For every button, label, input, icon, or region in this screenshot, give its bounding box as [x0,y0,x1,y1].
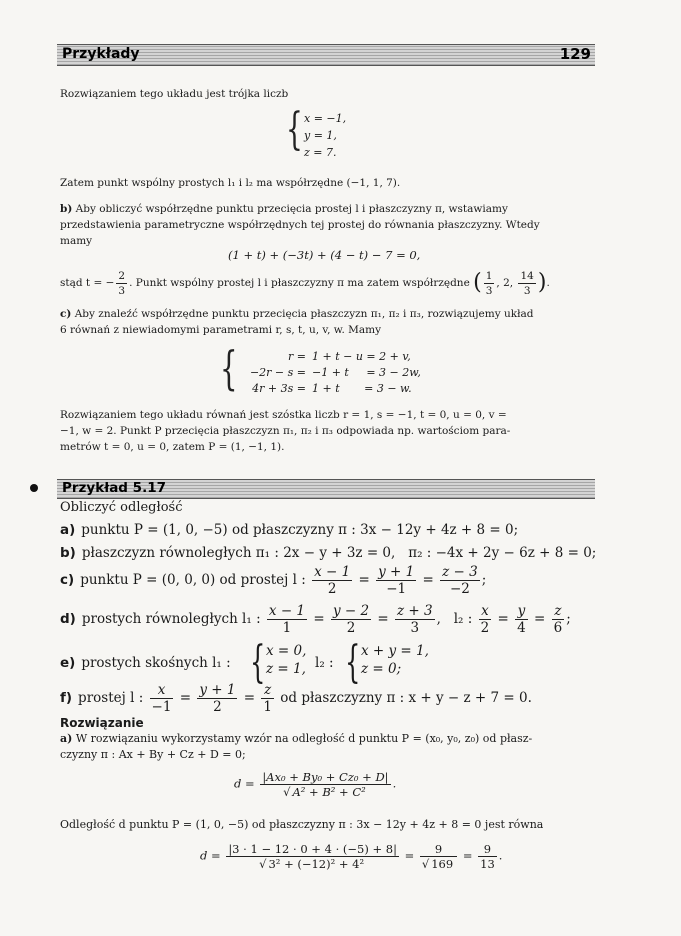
system-lhs: 4r + 3s = [252,382,306,395]
text: = [404,848,415,863]
part-b-line-2: przedstawienia parametryczne współrzędnych tej prostej do równania płaszczyzny. Wtedy [60,219,540,231]
fraction: $\frac{y + 1}{-1}$ [378,564,415,597]
task-item-f: f) prostej l : $\frac{x}{-1}$ = $\frac{y + 1}{2}$ = $\frac{z}{1}$ od płaszczyzny π : x + y − z + 7 = 0. [60,682,532,715]
solution-heading [60,715,144,731]
part-c-solution-1: Rozwiązaniem tego układu równań jest szóstka liczb r = 1, s = −1, t = 0, u = 0, v = [60,409,507,421]
part-label: c) [60,308,72,320]
fraction: $\frac{2}{3}$ [118,269,126,297]
part-c-solution-3: metrów t = 0, u = 0, zatem P = (1, −1, 1). [60,441,285,453]
item-label: b) [60,545,76,561]
system-lhs: −2r − s = [249,366,306,379]
fraction: $\frac{z}{1}$ [263,682,272,715]
part-b-line-1 [60,201,508,217]
text: d = [200,848,221,863]
item-text: płaszczyzn równoległych π₁ : 2x − y + 3z = 0, π₂ : −4x + 2y − 6z + 8 = 0; [81,545,597,561]
example-title: Przykład 5.17 [62,480,166,496]
fraction: $\frac{y - 2}{2}$ [332,603,370,636]
solution-a-line-2: czyzny π : Ax + By + Cz + D = 0; [60,748,246,761]
solution-a-line-1 [60,731,532,747]
fraction: $\frac{z + 3}{3}$ [396,603,433,636]
system-rhs: 1 + t − u = 2 + v, [312,350,411,363]
fraction: $\frac{x}{2}$ [480,603,490,636]
system-row: z = 1, [266,661,306,677]
item-text: prostych skośnych l₁ : [81,655,231,671]
distance-statement: Odległość d punktu P = (1, 0, −5) od płaszczyzny π : 3x − 12y + 4z + 8 = 0 jest równa [60,818,544,831]
left-brace: { [250,637,266,688]
fraction: $\frac{|3 \cdot 1 - 12 \cdot 0 + 4 \cdot (-5) + 8|}{\text{√ 3² + (−12)² + 4²}}$ [228,842,397,871]
fraction: $\frac{\text{|Ax₀ + By₀ + Cz₀ + D|}}{\text{√ A² + B² + C²}}$ [262,770,389,799]
item-text: od płaszczyzny π : x + y − z + 7 = 0. [280,690,532,706]
intro-text: Rozwiązaniem tego układu jest trójka liczb [60,88,289,100]
fraction: $\frac{y + 1}{2}$ [199,682,236,715]
equation-b: (1 + t) + (−3t) + (4 − t) − 7 = 0, [228,248,421,262]
bullet-icon [30,484,38,492]
fraction: $\frac{9}{√ 169}$ [420,842,457,871]
system-row: x = −1, [304,112,347,125]
part-label: a) [60,732,73,745]
system-row: x = 0, [266,643,307,659]
left-brace: { [286,104,303,155]
left-brace: { [345,637,361,688]
item-label: d) [60,611,76,627]
item-text: l₂ : [315,655,334,671]
system-rhs: −1 + t = 3 − 2w, [312,366,421,379]
item-label: a) [60,522,76,538]
item-text: punktu P = (0, 0, 0) od prostej l : [80,572,306,588]
task-statement: Obliczyć odległość [60,500,183,515]
section-title: Przykłady [62,46,140,62]
fraction: $\frac{z - 3}{-2}$ [442,564,478,597]
fraction: $\frac{x - 1}{1}$ [268,603,306,636]
text: stąd t = − [60,277,115,289]
task-item-c: c) punktu P = (0, 0, 0) od prostej l : $\frac{x - 1}{2}$ = $\frac{y + 1}{-1}$ = $\frac{z - 3}{-2}$ ; [60,564,487,597]
paragraph-text: Aby obliczyć współrzędne punktu przecięcia prostej l i płaszczyzny π, wstawiamy [75,203,508,215]
fraction: $\frac{z}{6}$ [553,603,563,636]
system-lhs: r = [288,350,306,363]
item-label: c) [60,572,75,588]
page-number: 129 [559,45,591,63]
system-row: y = 1, [304,129,337,142]
system-row: x + y = 1, [361,643,429,659]
item-text: prostej l : [78,690,144,706]
distance-formula: d = $\frac{\text{|Ax₀ + By₀ + Cz₀ + D|}}{\text{√ A² + B² + C²}}$ . [234,770,397,799]
item-text: prostych równoległych l₁ : [81,611,261,627]
system-row: z = 7. [304,146,337,159]
fraction: $\frac{x - 1}{2}$ [314,564,351,597]
item-label: f) [60,690,73,706]
common-point-text: Zatem punkt wspólny prostych l₁ i l₂ ma współrzędne (−1, 1, 7). [60,177,401,189]
distance-calculation: d = $\frac{|3 \cdot 1 - 12 \cdot 0 + 4 \cdot (-5) + 8|}{\text{√ 3² + (−12)² + 4²}}$ = $\frac{9}{√ 169}$ = $\frac{9}{13}$ . [200,842,503,871]
task-item-d: d) prostych równoległych l₁ : $\frac{x - 1}{1}$ = $\frac{y - 2}{2}$ = $\frac{z + 3}{3}$ , l₂ : $\frac{x}{2}$ = $\frac{y}{4}$ = $\frac{z}{6}$ ; [60,603,571,636]
example-header [57,479,595,499]
part-b-result: stąd t = − $\frac{2}{3}$ . Punkt wspólny prostej l i płaszczyzny π ma zatem współrzędne ( $\frac{1}{3}$ , 2, $\frac{14}{3}$ ). [60,269,550,297]
part-c-line-2: 6 równań z niewiadomymi parametrami r, s, t, u, v, w. Mamy [60,324,382,336]
text: d = [234,776,255,791]
part-c-solution-2: −1, w = 2. Punkt P przecięcia płaszczyzn π₁, π₂ i π₃ odpowiada np. wartościom para- [60,425,511,437]
fraction: $\frac{y}{4}$ [517,603,526,636]
heading-text: Rozwiązanie [60,716,144,730]
left-brace: { [220,341,238,395]
task-item-e [60,637,429,688]
task-item-b [60,545,596,561]
paragraph-text: W rozwiązaniu wykorzystamy wzór na odległość d punktu P = (x₀, y₀, z₀) od płasz- [75,732,533,745]
system-row: z = 0; [361,661,402,677]
system-rhs: 1 + t = 3 − w. [312,382,412,395]
text: 2 [503,277,510,289]
running-header [57,44,595,66]
fraction: $\frac{x}{-1}$ [151,682,172,715]
item-text: punktu P = (1, 0, −5) od płaszczyzny π : 3x − 12y + 4z + 8 = 0; [81,522,519,538]
text: . Punkt wspólny prostej l i płaszczyzny π ma zatem współrzędne [129,277,470,289]
part-c-line-1 [60,306,533,322]
text: = [462,848,473,863]
part-b-line-3: mamy [60,235,93,247]
part-label: b) [60,203,73,215]
paragraph-text: Aby znaleźć współrzędne punktu przecięcia płaszczyzn π₁, π₂ i π₃, rozwiązujemy układ [74,308,534,320]
task-item-a [60,522,518,538]
fraction: $\frac{1}{3}$ [485,269,493,297]
item-label: e) [60,655,76,671]
fraction: $\frac{9}{13}$ [480,842,495,871]
fraction: $\frac{14}{3}$ [520,269,534,297]
